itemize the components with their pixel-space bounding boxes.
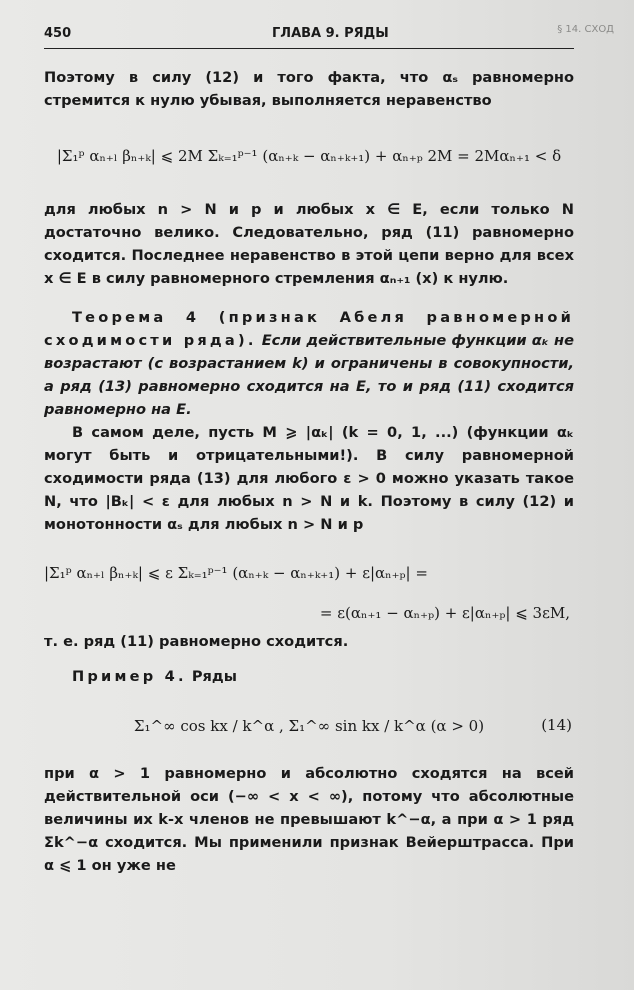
example-4 (44, 665, 574, 688)
chapter-title: ГЛАВА 9. РЯДЫ (272, 26, 389, 41)
paragraph-4: т. е. ряд (11) равномерно сходится. (44, 633, 349, 650)
theorem-text: Если действительные функции αₖ не возрастают (с возрастанием k) и ограничены в совокупности, а ряд (13) равномерно сходится на E, то и ряд (11) сходится равномерно на E. (44, 332, 574, 418)
page-content (44, 66, 574, 877)
formula-2-line-1: |Σ₁ᵖ αₙ₊ₗ βₙ₊ₖ| ⩽ ε Σₖ₌₁ᵖ⁻¹ (αₙ₊ₖ − αₙ₊ₖ₊₁) + ε|αₙ₊ₚ| = (44, 563, 428, 582)
example-label: Пример 4. (72, 668, 187, 685)
page-number: 450 (44, 26, 72, 41)
paragraph-3: В самом деле, пусть M ⩾ |αₖ| (k = 0, 1, ...) (функции αₖ могут быть и отрицательными!). В силу равномерной сходимости ряда (13) для любого ε > 0 можно указать такое N, что |Bₖ| < ε для любых n > N и k. Поэтому в силу (12) и монотонности αₛ для любых n > N и p (44, 424, 574, 533)
equation-number: (14) (541, 716, 572, 734)
paragraph-5: при α > 1 равномерно и абсолютно сходятся на всей действительной оси (−∞ < x < ∞), потому что абсолютные величины их k-x членов не превышают k^−α, а при α > 1 ряд Σk^−α сходится. Мы применили признак Вейерштрасса. При α ⩽ 1 он уже не (44, 765, 574, 874)
formula-3-body: Σ₁^∞ cos kx / k^α , Σ₁^∞ sin kx / k^α (α > 0) (133, 716, 485, 735)
formula-3 (44, 698, 574, 754)
header-rule (44, 48, 574, 49)
bleed-through-text: § 14. СХОД (557, 24, 614, 35)
theorem-label: Теорема 4 (признак Абеля равномерной сходимости ряда). (44, 309, 574, 349)
paragraph-2: для любых n > N и p и любых x ∈ E, если только N достаточно велико. Следовательно, ряд (11) равномерно сходится. Последнее неравенство в этой цепи верно для всех x ∈ E в силу равномерного стремления αₙ₊₁ (x) к нулю. (44, 201, 574, 287)
example-text: Ряды (191, 668, 237, 685)
theorem-4 (44, 306, 574, 421)
running-header (44, 22, 614, 42)
formula-2-line-2: = ε(αₙ₊₁ − αₙ₊ₚ) + ε|αₙ₊ₚ| ⩽ 3εM, (319, 603, 570, 622)
formula-1: |Σ₁ᵖ αₙ₊ₗ βₙ₊ₖ| ⩽ 2M Σₖ₌₁ᵖ⁻¹ (αₙ₊ₖ − αₙ₊ₖ₊₁) + αₙ₊ₚ 2M = 2Mαₙ₊₁ < δ (56, 146, 562, 165)
paragraph-1: Поэтому в силу (12) и того факта, что αₛ равномерно стремится к нулю убывая, выполняется неравенство (44, 69, 574, 109)
